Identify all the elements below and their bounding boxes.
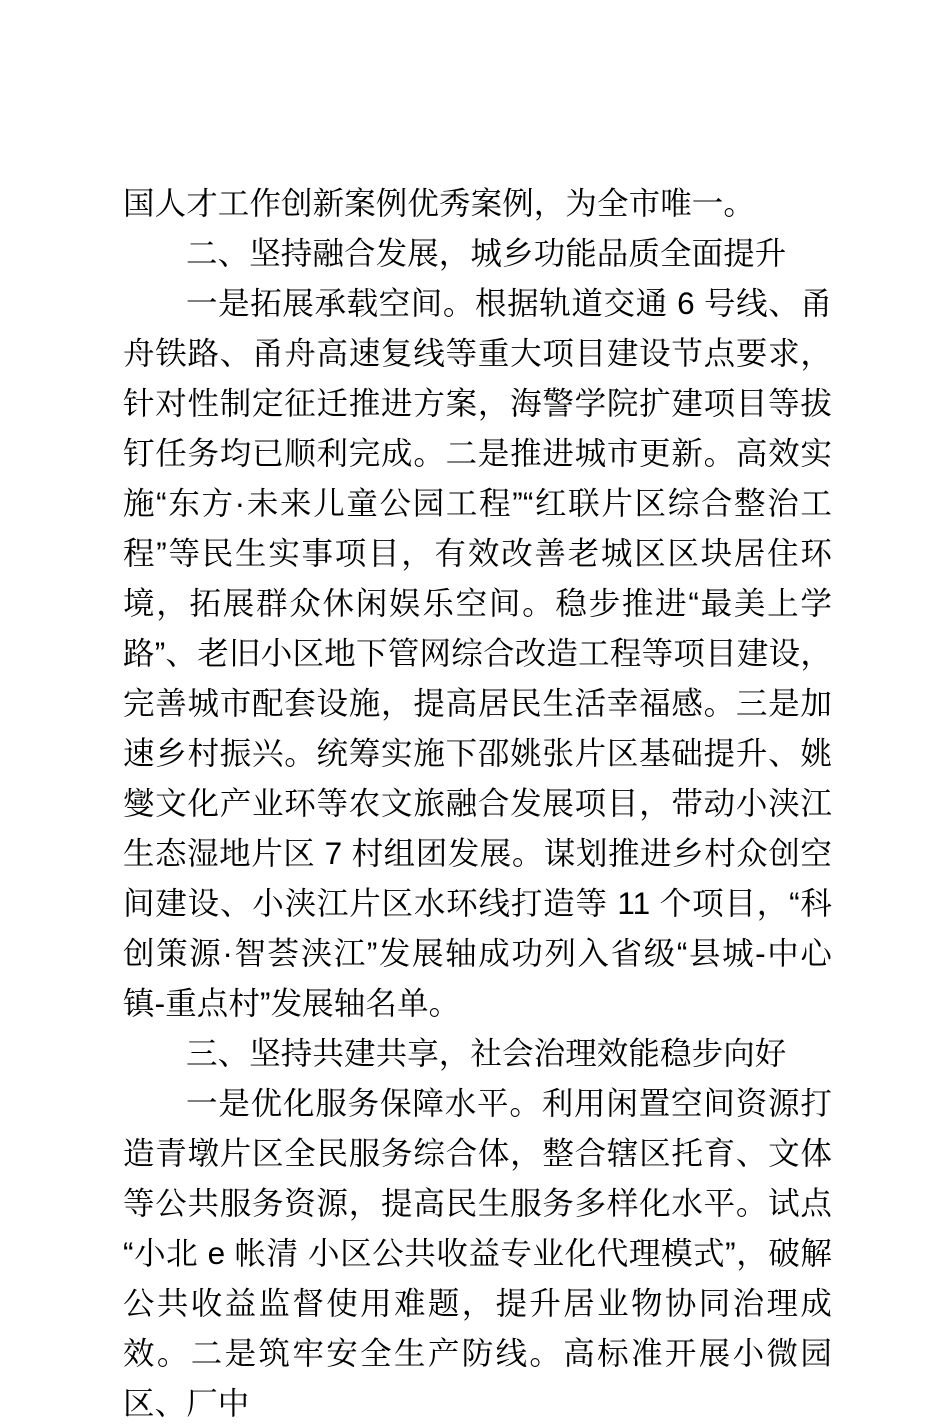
section-heading-three: 三、坚持共建共享，社会治理效能稳步向好 xyxy=(186,1035,787,1071)
section-three-paragraph: 一是优化服务保障水平。利用闲置空间资源打造青墩片区全民服务综合体，整合辖区托育、文体等公共服务资源，提高民生服务多样化水平。试点“小北 e 帐清 小区公共收益专业化代理模式”，破解公共收益监督使用难题，提升居业物协同治理成效。二是筑牢安全生产防线。高标准开展小微园区、厂中 xyxy=(123,1085,832,1421)
document-text-column xyxy=(123,178,832,1428)
section-two-paragraph: 一是拓展承载空间。根据轨道交通 6 号线、甬舟铁路、甬舟高速复线等重大项目建设节点要求，针对性制定征迁推进方案，海警学院扩建项目等拔钉任务均已顺利完成。二是推进城市更新。高效实施“东方·未来儿童公园工程”“红联片区综合整治工程”等民生实事项目，有效改善老城区区块居住环境，拓展群众休闲娱乐空间。稳步推进“最美上学路”、老旧小区地下管网综合改造工程等项目建设，完善城市配套设施，提高居民生活幸福感。三是加速乡村振兴。统筹实施下邵姚张片区基础提升、姚燮文化产业环等农文旅融合发展项目，带动小浃江生态湿地片区 7 村组团发展。谋划推进乡村众创空间建设、小浃江片区水环线打造等 11 个项目，“科创策源·智荟浃江”发展轴成功列入省级“县城-中心镇-重点村”发展轴名单。 xyxy=(123,285,832,1021)
paragraph-carryover: 国人才工作创新案例优秀案例，为全市唯一。 xyxy=(123,185,756,221)
section-heading-two: 二、坚持融合发展，城乡功能品质全面提升 xyxy=(186,235,787,271)
